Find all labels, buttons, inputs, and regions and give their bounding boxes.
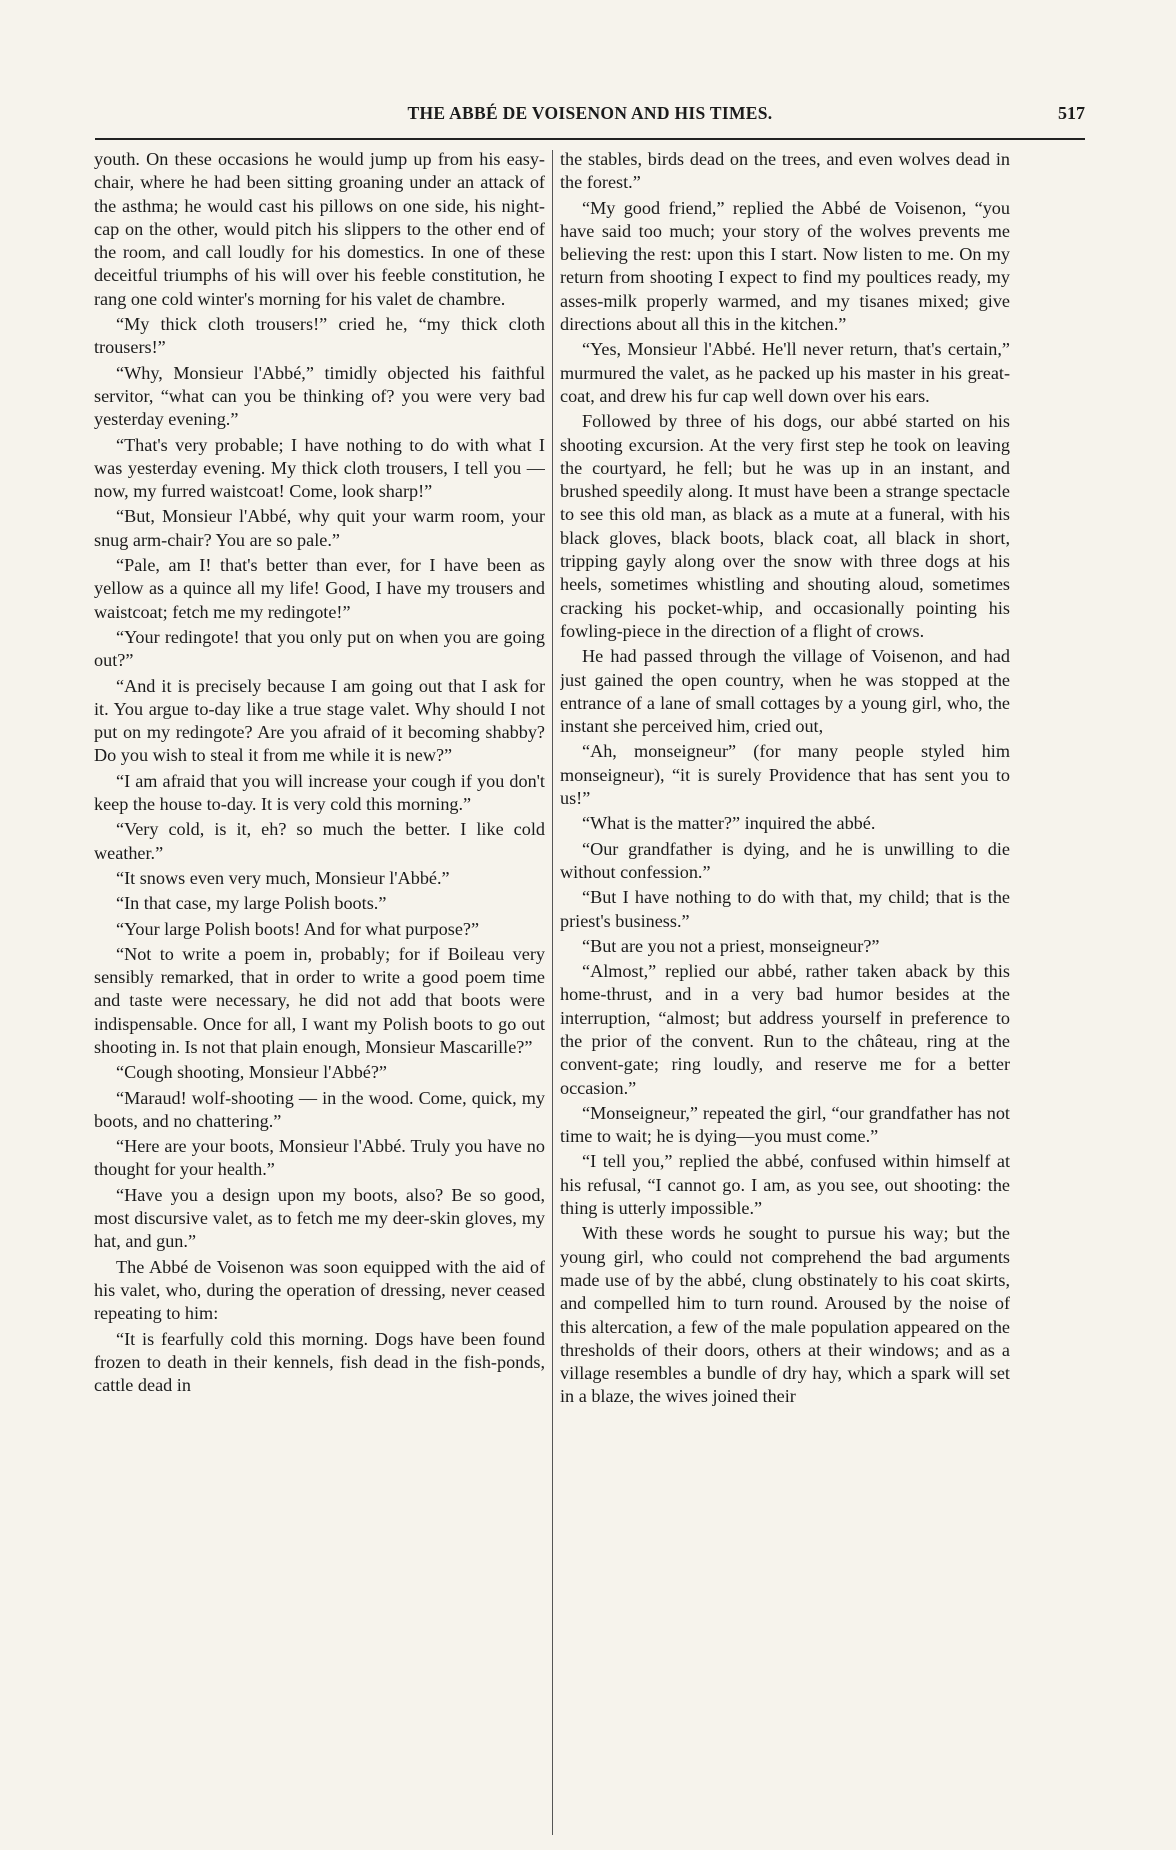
- paragraph: “Monseigneur,” repeated the girl, “our grandfather has not time to wait; he is dying—you must come.”: [560, 1102, 1010, 1147]
- paragraph: “Your large Polish boots! And for what purpose?”: [116, 918, 480, 939]
- page-number: 517: [1058, 103, 1085, 123]
- paragraph: “Our grandfather is dying, and he is unwilling to die without confession.”: [560, 838, 1010, 882]
- paragraph: “Cough shooting, Monsieur l'Abbé?”: [116, 1062, 388, 1083]
- paragraph: He had passed through the village of Voisenon, and had just gained the open country, when he was stopped at the entrance of a lane of small cottages by a young girl, who, the instant she perceived him, cried out,: [560, 646, 1010, 737]
- paragraph: “Almost,” replied our abbé, rather taken aback by this home-thrust, and in a very bad humor besides at the interruption, “almost; but address yourself in preference to the prior of the convent. Run to the château, ring at the convent-gate; ring loudly, and reserve me for a better occasion.”: [560, 961, 1010, 1098]
- paragraph: “And it is precisely because I am going out that I ask for it. You argue to-day like a true stage valet. Why should I not put on my redingote? Are you afraid of it becoming shabby? Do you wish to steal it from me while it is new?”: [94, 675, 545, 766]
- paragraph: “Not to write a poem in, probably; for if Boileau very sensibly remarked, that in order to write a good poem time and taste were necessary, he did not add that boots were indispensable. Once for all, I want my Polish boots to go out shooting in. Is not that plain enough, Monsieur Mascarille?”: [94, 943, 545, 1057]
- paragraph: Followed by three of his dogs, our abbé started on his shooting excursion. At the very first step he took on leaving the courtyard, he fell; but he was up in an instant, and brushed speedily along. It must have been a strange spectacle to see this old man, as black as a mute at a funeral, with his black gloves, black boots, black coat, all black in short, tripping gayly along over the snow with three dogs at his heels, sometimes whistling and shouting aloud, sometimes cracking his pocket-whip, and occasionally pointing his fowling-piece in the direction of a flight of crows.: [560, 411, 1010, 641]
- paragraph: “Maraud! wolf-shooting — in the wood. Come, quick, my boots, and no chattering.”: [94, 1087, 545, 1131]
- paragraph: “That's very probable; I have nothing to do with what I was yesterday evening. My thick cloth trousers, I tell you — now, my furred waistcoat! Come, look sharp!”: [94, 434, 545, 502]
- header-rule: [95, 138, 1085, 140]
- paragraph: The Abbé de Voisenon was soon equipped with the aid of his valet, who, during the operation of dressing, never ceased repeating to him:: [94, 1256, 545, 1324]
- paragraph: “Why, Monsieur l'Abbé,” timidly objected his faithful servitor, “what can you be thinking of? you were very bad yesterday evening.”: [94, 362, 545, 430]
- paragraph: “Yes, Monsieur l'Abbé. He'll never return, that's certain,” murmured the valet, as he packed up his master in his great-coat, and drew his fur cap well down over his ears.: [560, 339, 1010, 406]
- running-title: THE ABBÉ DE VOISENON AND HIS TIMES.: [407, 103, 773, 123]
- paragraph: “My thick cloth trousers!” cried he, “my thick cloth trousers!”: [94, 314, 545, 358]
- paragraph: youth. On these occasions he would jump up from his easy-chair, where he had been sitting groaning under an attack of the asthma; he would cast his pillows on one side, his night-cap on the other, would pitch his slippers to the other end of the room, and call loudly for his domestics. In one of these deceitful triumphs of his will over his feeble constitution, he rang one cold winter's morning for his valet de chambre.: [94, 149, 545, 309]
- paragraph: “But are you not a priest, monseigneur?”: [582, 935, 880, 956]
- page-header: [95, 103, 1085, 133]
- paragraph: “I am afraid that you will increase your cough if you don't keep the house to-day. It is very cold this morning.”: [94, 770, 545, 815]
- paragraph: “My good friend,” replied the Abbé de Voisenon, “you have said too much; your story of the wolves prevents me believing the rest: upon this I start. Now listen to me. On my return from shooting I expect to find my poultices ready, my asses-milk properly warmed, and my tisanes mixed; give directions about all this in the kitchen.”: [560, 197, 1010, 335]
- paragraph: “In that case, my large Polish boots.”: [116, 893, 387, 914]
- paragraph: “What is the matter?” inquired the abbé.: [582, 813, 876, 834]
- paragraph: “It snows even very much, Monsieur l'Abbé.”: [116, 867, 450, 888]
- paragraph: “Pale, am I! that's better than ever, for I have been as yellow as a quince all my life! Good, I have my trousers and waistcoat; fetch me my redingote!”: [94, 555, 545, 622]
- left-column: [94, 148, 545, 1836]
- paragraph: “But I have nothing to do with that, my child; that is the priest's business.”: [560, 887, 1010, 931]
- paragraph: the stables, birds dead on the trees, and even wolves dead in the forest.”: [560, 149, 1010, 193]
- paragraph: With these words he sought to pursue his way; but the young girl, who could not comprehend the bad arguments made use of by the abbé, clung obstinately to his coat skirts, and compelled him to turn round. Aroused by the noise of this altercation, a few of the male population appeared on the thresholds of their doors, others at their windows; and as a village resembles a bundle of dry hay, which a spark will set in a blaze, the wives joined their: [560, 1223, 1010, 1407]
- right-column: [560, 148, 1010, 1836]
- paragraph: “It is fearfully cold this morning. Dogs have been found frozen to death in their kennels, fish dead in the fish-ponds, cattle dead in: [94, 1328, 545, 1396]
- column-divider: [552, 150, 553, 1835]
- paragraph: “Ah, monseigneur” (for many people styled him monseigneur), “it is surely Providence that has sent you to us!”: [560, 741, 1010, 809]
- paragraph: “I tell you,” replied the abbé, confused within himself at his refusal, “I cannot go. I am, as you see, out shooting: the thing is utterly impossible.”: [560, 1151, 1010, 1219]
- paragraph: “Your redingote! that you only put on when you are going out?”: [94, 626, 545, 671]
- paragraph: “Here are your boots, Monsieur l'Abbé. Truly you have no thought for your health.”: [94, 1136, 545, 1180]
- paragraph: “Very cold, is it, eh? so much the better. I like cold weather.”: [94, 819, 545, 863]
- paragraph: “Have you a design upon my boots, also? Be so good, most discursive valet, as to fetch me my deer-skin gloves, my hat, and gun.”: [94, 1184, 545, 1252]
- paragraph: “But, Monsieur l'Abbé, why quit your warm room, your snug arm-chair? You are so pale.”: [94, 506, 545, 550]
